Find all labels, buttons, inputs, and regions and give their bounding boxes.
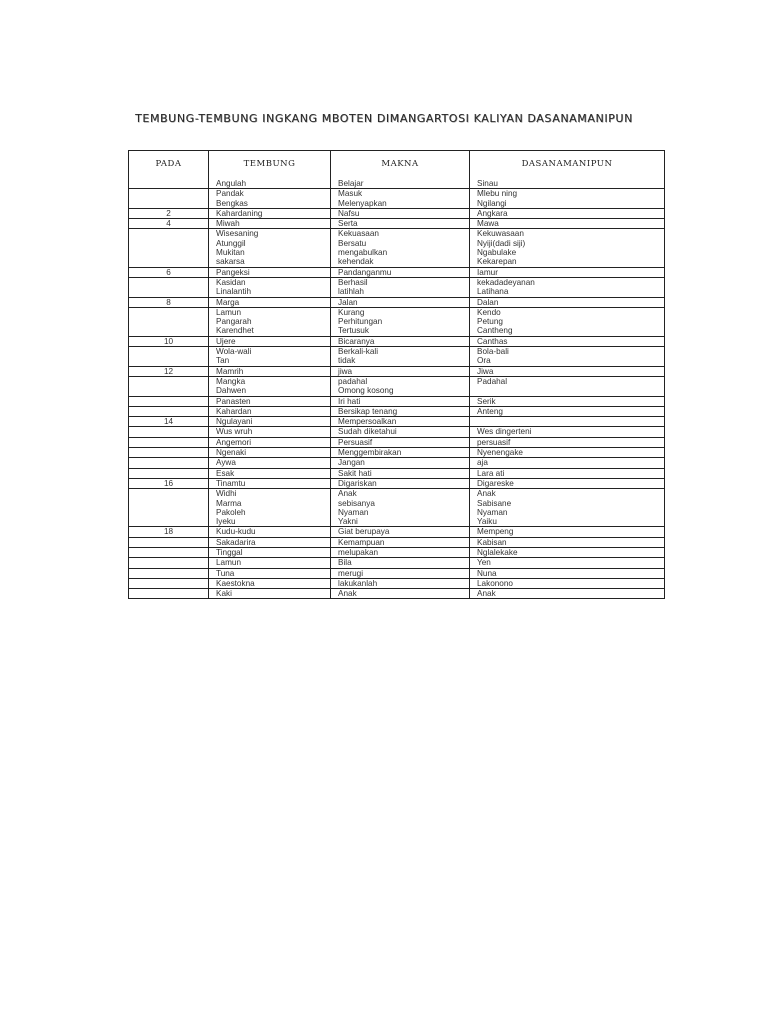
cell-dasanamanipun: Yaiku — [470, 517, 665, 527]
table-row — [129, 468, 665, 478]
table-row — [129, 229, 665, 239]
cell-dasanamanipun: Ora — [470, 356, 665, 366]
cell-makna: Sakit hati — [331, 468, 470, 478]
cell-dasanamanipun: Sabisane — [470, 499, 665, 508]
cell-dasanamanipun: Nyiji(dadi siji) — [470, 239, 665, 248]
table-row — [129, 208, 665, 218]
cell-tembung: Tuna — [209, 568, 331, 578]
cell-dasanamanipun: Anteng — [470, 406, 665, 416]
cell-makna: padahal — [331, 376, 470, 386]
cell-tembung: Mamrih — [209, 366, 331, 376]
table-row — [129, 386, 665, 396]
cell-dasanamanipun: Mlebu ning — [470, 189, 665, 199]
table-row — [129, 396, 665, 406]
cell-makna: Kemampuan — [331, 537, 470, 547]
cell-pada — [129, 326, 209, 336]
cell-pada — [129, 517, 209, 527]
cell-tembung: Wola-wali — [209, 347, 331, 357]
table-row — [129, 347, 665, 357]
table-row — [129, 458, 665, 468]
table-row — [129, 406, 665, 416]
cell-pada — [129, 499, 209, 508]
cell-pada — [129, 558, 209, 568]
header-makna: MAKNA — [331, 151, 470, 180]
cell-dasanamanipun: Nuna — [470, 568, 665, 578]
cell-makna: Menggembirakan — [331, 448, 470, 458]
cell-pada — [129, 406, 209, 416]
cell-dasanamanipun: Nyenengake — [470, 448, 665, 458]
cell-dasanamanipun: Nglalekake — [470, 547, 665, 557]
cell-pada — [129, 257, 209, 267]
cell-makna: merugi — [331, 568, 470, 578]
table-row — [129, 336, 665, 346]
cell-pada: 12 — [129, 366, 209, 376]
cell-makna: Belajar — [331, 179, 470, 189]
cell-tembung: Bengkas — [209, 199, 331, 209]
table-row — [129, 517, 665, 527]
cell-makna: Masuk — [331, 189, 470, 199]
cell-pada — [129, 489, 209, 499]
cell-pada — [129, 547, 209, 557]
cell-makna: mengabulkan — [331, 248, 470, 257]
table-row — [129, 589, 665, 599]
cell-pada — [129, 229, 209, 239]
table-row — [129, 547, 665, 557]
cell-dasanamanipun: Mempeng — [470, 527, 665, 537]
cell-tembung: Panasten — [209, 396, 331, 406]
table-row — [129, 277, 665, 287]
table-row — [129, 417, 665, 427]
cell-tembung: Sakadarira — [209, 537, 331, 547]
table-row — [129, 427, 665, 437]
cell-pada: 2 — [129, 208, 209, 218]
table-row — [129, 478, 665, 488]
cell-makna: Bila — [331, 558, 470, 568]
cell-dasanamanipun: Lara ati — [470, 468, 665, 478]
cell-pada — [129, 277, 209, 287]
cell-dasanamanipun: persuasif — [470, 437, 665, 447]
cell-tembung: Ngulayani — [209, 417, 331, 427]
cell-makna: kehendak — [331, 257, 470, 267]
cell-makna: Digariskan — [331, 478, 470, 488]
cell-pada — [129, 427, 209, 437]
cell-tembung: Marma — [209, 499, 331, 508]
cell-tembung: Tinggal — [209, 547, 331, 557]
cell-makna: Sudah diketahui — [331, 427, 470, 437]
cell-tembung: Kudu-kudu — [209, 527, 331, 537]
cell-tembung: Tan — [209, 356, 331, 366]
cell-pada — [129, 468, 209, 478]
cell-tembung: Kasidan — [209, 277, 331, 287]
cell-dasanamanipun: Angkara — [470, 208, 665, 218]
cell-makna: Serta — [331, 219, 470, 229]
cell-makna: sebisanya — [331, 499, 470, 508]
cell-dasanamanipun: Kendo — [470, 307, 665, 317]
cell-tembung: Kaki — [209, 589, 331, 599]
cell-dasanamanipun: Iamur — [470, 267, 665, 277]
cell-makna: lakukanlah — [331, 578, 470, 588]
table-row — [129, 578, 665, 588]
table-row — [129, 326, 665, 336]
cell-tembung: Angemori — [209, 437, 331, 447]
cell-tembung: Mangka — [209, 376, 331, 386]
table-row — [129, 179, 665, 189]
document-title: TEMBUNG-TEMBUNG INGKANG MBOTEN DIMANGARTOSI KALIYAN DASANAMANIPUN — [135, 112, 633, 125]
table-row — [129, 248, 665, 257]
cell-tembung: Dahwen — [209, 386, 331, 396]
vocabulary-table — [128, 150, 665, 599]
cell-makna: Kekuasaan — [331, 229, 470, 239]
table-row — [129, 376, 665, 386]
cell-makna: melupakan — [331, 547, 470, 557]
cell-dasanamanipun: Serik — [470, 396, 665, 406]
cell-dasanamanipun: Digareske — [470, 478, 665, 488]
cell-pada: 10 — [129, 336, 209, 346]
cell-pada — [129, 179, 209, 189]
cell-tembung: Aywa — [209, 458, 331, 468]
cell-tembung: Lamun — [209, 558, 331, 568]
cell-pada — [129, 347, 209, 357]
cell-tembung: Marga — [209, 297, 331, 307]
cell-makna: Tertusuk — [331, 326, 470, 336]
cell-tembung: Kahardan — [209, 406, 331, 416]
cell-tembung: Mukitan — [209, 248, 331, 257]
cell-pada — [129, 386, 209, 396]
cell-dasanamanipun: kekadadeyanan — [470, 277, 665, 287]
cell-dasanamanipun: Anak — [470, 489, 665, 499]
cell-dasanamanipun: Cantheng — [470, 326, 665, 336]
cell-tembung: Wisesaning — [209, 229, 331, 239]
table-row — [129, 527, 665, 537]
table-row — [129, 239, 665, 248]
table-row — [129, 317, 665, 326]
cell-dasanamanipun: Kekuwasaan — [470, 229, 665, 239]
cell-tembung: Wus wruh — [209, 427, 331, 437]
cell-dasanamanipun: Padahal — [470, 376, 665, 386]
table-row — [129, 558, 665, 568]
cell-makna: Giat berupaya — [331, 527, 470, 537]
table-row — [129, 356, 665, 366]
cell-makna: jiwa — [331, 366, 470, 376]
table-row — [129, 189, 665, 199]
cell-tembung: Kahardaning — [209, 208, 331, 218]
cell-pada: 14 — [129, 417, 209, 427]
cell-makna: tidak — [331, 356, 470, 366]
cell-dasanamanipun: Wes dingerteni — [470, 427, 665, 437]
cell-dasanamanipun: Petung — [470, 317, 665, 326]
cell-pada — [129, 239, 209, 248]
cell-pada — [129, 448, 209, 458]
table-row — [129, 499, 665, 508]
table-row — [129, 437, 665, 447]
cell-pada — [129, 356, 209, 366]
cell-tembung: sakarsa — [209, 257, 331, 267]
cell-tembung: Iyeku — [209, 517, 331, 527]
cell-tembung: Pangeksi — [209, 267, 331, 277]
cell-makna: Berkali-kali — [331, 347, 470, 357]
cell-pada: 18 — [129, 527, 209, 537]
cell-pada — [129, 508, 209, 517]
cell-makna: Bicaranya — [331, 336, 470, 346]
table-row — [129, 508, 665, 517]
cell-dasanamanipun: Nyaman — [470, 508, 665, 517]
cell-pada: 8 — [129, 297, 209, 307]
cell-pada — [129, 396, 209, 406]
cell-dasanamanipun: Ngabulake — [470, 248, 665, 257]
table-row — [129, 489, 665, 499]
cell-dasanamanipun: Kabisan — [470, 537, 665, 547]
cell-pada: 4 — [129, 219, 209, 229]
cell-tembung: Ujere — [209, 336, 331, 346]
header-dasanamanipun: DASANAMANIPUN — [470, 151, 665, 180]
cell-dasanamanipun: Kekarepan — [470, 257, 665, 267]
cell-pada: 16 — [129, 478, 209, 488]
table-row — [129, 219, 665, 229]
cell-tembung: Esak — [209, 468, 331, 478]
cell-makna: Jangan — [331, 458, 470, 468]
table-row — [129, 537, 665, 547]
cell-dasanamanipun: Yen — [470, 558, 665, 568]
cell-dasanamanipun: Canthas — [470, 336, 665, 346]
table-row — [129, 448, 665, 458]
cell-makna: Omong kosong — [331, 386, 470, 396]
cell-makna: Bersatu — [331, 239, 470, 248]
cell-pada — [129, 537, 209, 547]
cell-tembung: Angulah — [209, 179, 331, 189]
cell-dasanamanipun: Jiwa — [470, 366, 665, 376]
cell-dasanamanipun — [470, 417, 665, 427]
cell-pada — [129, 317, 209, 326]
cell-tembung: Pangarah — [209, 317, 331, 326]
cell-makna: Kurang — [331, 307, 470, 317]
cell-tembung: Ngenaki — [209, 448, 331, 458]
header-tembung: TEMBUNG — [209, 151, 331, 180]
cell-tembung: Karendhet — [209, 326, 331, 336]
table-row — [129, 568, 665, 578]
cell-pada — [129, 437, 209, 447]
cell-pada — [129, 589, 209, 599]
cell-makna: Nyaman — [331, 508, 470, 517]
cell-dasanamanipun: aja — [470, 458, 665, 468]
cell-dasanamanipun: Sinau — [470, 179, 665, 189]
cell-makna: Anak — [331, 589, 470, 599]
table-row — [129, 267, 665, 277]
header-pada: PADA — [129, 151, 209, 180]
cell-makna: Melenyapkan — [331, 199, 470, 209]
cell-tembung: Pandak — [209, 189, 331, 199]
cell-makna: Bersikap tenang — [331, 406, 470, 416]
table-row — [129, 199, 665, 209]
cell-pada — [129, 578, 209, 588]
cell-pada — [129, 248, 209, 257]
cell-makna: Mempersoalkan — [331, 417, 470, 427]
table-row — [129, 257, 665, 267]
table-header-row — [129, 151, 665, 180]
cell-makna: Perhitungan — [331, 317, 470, 326]
cell-pada — [129, 376, 209, 386]
cell-tembung: Linalantih — [209, 287, 331, 297]
cell-tembung: Miwah — [209, 219, 331, 229]
table-row — [129, 287, 665, 297]
cell-dasanamanipun: Dalan — [470, 297, 665, 307]
table-body — [129, 179, 665, 599]
cell-makna: Berhasil — [331, 277, 470, 287]
table-row — [129, 297, 665, 307]
cell-tembung: Lamun — [209, 307, 331, 317]
cell-makna: Anak — [331, 489, 470, 499]
cell-dasanamanipun: Ngilangi — [470, 199, 665, 209]
cell-pada: 6 — [129, 267, 209, 277]
cell-makna: Persuasif — [331, 437, 470, 447]
table-row — [129, 307, 665, 317]
cell-tembung: Atunggil — [209, 239, 331, 248]
cell-makna: Nafsu — [331, 208, 470, 218]
cell-dasanamanipun: Lakonono — [470, 578, 665, 588]
cell-makna: Yakni — [331, 517, 470, 527]
cell-dasanamanipun: Anak — [470, 589, 665, 599]
cell-dasanamanipun — [470, 386, 665, 396]
cell-tembung: Pakoleh — [209, 508, 331, 517]
cell-tembung: Tinamtu — [209, 478, 331, 488]
cell-pada — [129, 189, 209, 199]
cell-pada — [129, 568, 209, 578]
cell-pada — [129, 199, 209, 209]
cell-dasanamanipun: Mawa — [470, 219, 665, 229]
cell-dasanamanipun: Latihana — [470, 287, 665, 297]
cell-tembung: Widhi — [209, 489, 331, 499]
cell-makna: latihlah — [331, 287, 470, 297]
cell-pada — [129, 307, 209, 317]
cell-makna: Jalan — [331, 297, 470, 307]
cell-tembung: Kaestokna — [209, 578, 331, 588]
table-row — [129, 366, 665, 376]
cell-pada — [129, 458, 209, 468]
cell-dasanamanipun: Bola-bali — [470, 347, 665, 357]
cell-makna: Iri hati — [331, 396, 470, 406]
cell-pada — [129, 287, 209, 297]
cell-makna: Pandanganmu — [331, 267, 470, 277]
